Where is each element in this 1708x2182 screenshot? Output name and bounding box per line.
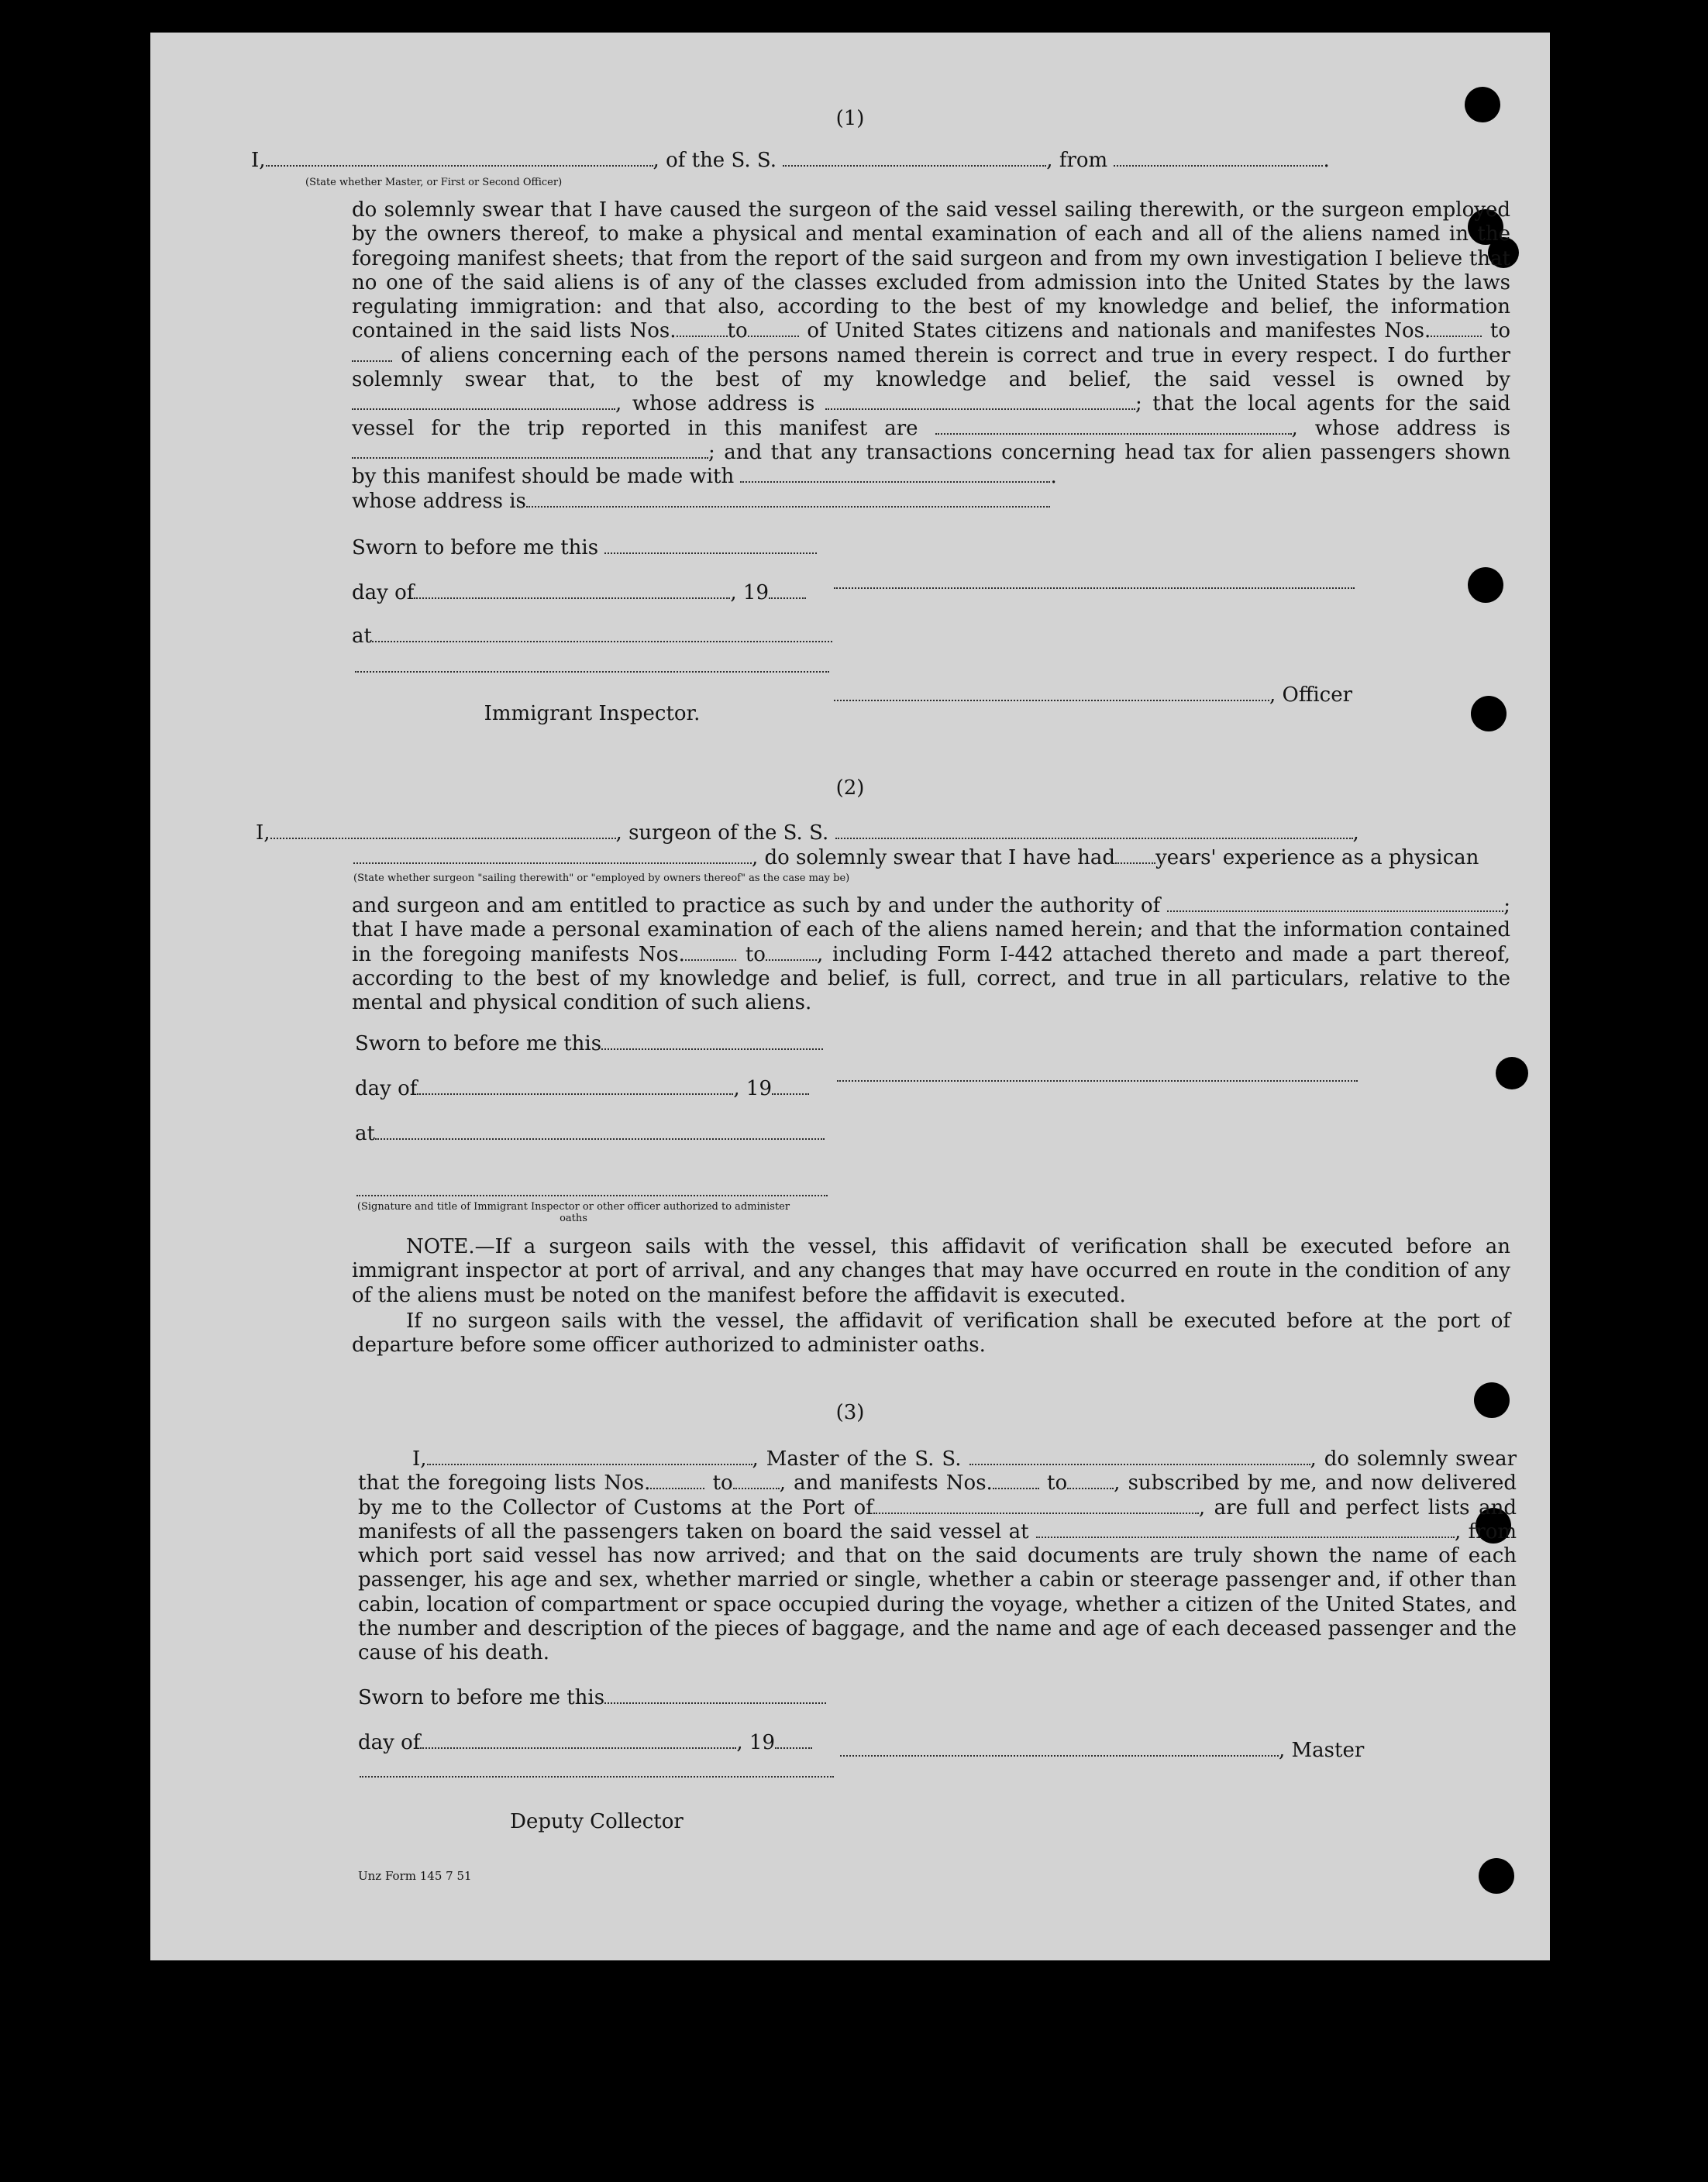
surgeon-manifests-to-field[interactable] — [766, 945, 817, 961]
year-prefix: , 19 — [733, 1077, 772, 1100]
form-number: Unz Form 145 7 51 — [358, 1869, 472, 1883]
oath-text: , do solemnly swear that the foregoing lists Nos. — [358, 1447, 1517, 1495]
oath-text: whose address is — [352, 489, 526, 513]
citizen-lists-to-field[interactable] — [748, 322, 799, 337]
year-prefix: , 19 — [736, 1731, 775, 1754]
local-agents-field[interactable] — [935, 419, 1292, 435]
master-manifests-to-field[interactable] — [1067, 1474, 1114, 1489]
surgeon-vessel-field[interactable] — [835, 824, 1353, 839]
note-text: NOTE.—If a surgeon sails with the vessel, this affidavit of verification shall be executed before an immigrant inspector at port of arrival, and any changes that may have occurred en route in the condition of any of the aliens must be noted on the manifest before the affidavit is executed. — [352, 1235, 1510, 1307]
note-text: If no surgeon sails with the vessel, the affidavit of verification shall be executed before at the port of departure before some officer authorized to administer oaths. — [352, 1310, 1510, 1358]
oath-text: , subscribed by me, and now delivered by me to the Collector of Customs at the Port of — [358, 1471, 1517, 1519]
citizen-lists-from-field[interactable] — [677, 322, 728, 337]
officer-line — [251, 149, 1330, 173]
deputy-signature-line[interactable] — [360, 1776, 834, 1778]
master-oath-paragraph-3 — [358, 1447, 1517, 1666]
punch-hole — [1479, 1858, 1514, 1894]
officer-signature-line-upper[interactable] — [834, 587, 1355, 589]
place-field-2[interactable] — [375, 1124, 825, 1140]
sworn-label: Sworn to before me this — [355, 1032, 602, 1055]
oath-text: to — [727, 319, 748, 343]
surgeon-manifests-from-field[interactable] — [685, 945, 736, 961]
signature-caption — [356, 1201, 790, 1224]
sworn-label: Sworn to before me this — [352, 536, 599, 559]
oath-text: , are full and perfect lists and manifests of all the passengers taken on board the said vessel at — [358, 1495, 1517, 1544]
note-paragraph-1 — [352, 1235, 1510, 1308]
officer-signature-line[interactable] — [834, 686, 1269, 701]
form-page — [150, 33, 1550, 1960]
vessel-label: , of the S. S. — [653, 149, 777, 172]
day-of-line-1 — [352, 581, 806, 605]
embarkation-port-field[interactable] — [1036, 1523, 1455, 1538]
year-field-2[interactable] — [772, 1079, 809, 1095]
surgeon-name-field[interactable] — [270, 824, 616, 839]
oath-text: of aliens concerning each of the persons named therein is correct and true in every respect. I do further solemnly swear that, to the best of my knowledge and belief, the said vessel is owned by — [352, 343, 1510, 392]
day-of-line-3 — [358, 1731, 812, 1755]
surgeon-i-label: I, — [256, 821, 270, 845]
alien-manifests-to-field[interactable] — [352, 346, 392, 362]
owner-address-field[interactable] — [825, 394, 1135, 410]
oath-text: ; and that any transactions concerning head tax for alien passengers shown by this manifest should be made with — [352, 440, 1510, 489]
at-label: at — [355, 1122, 375, 1145]
day-of-label: day of — [358, 1731, 421, 1754]
surgeon-status-field[interactable] — [353, 848, 752, 864]
agents-address-field[interactable] — [352, 443, 708, 459]
surgeon-signature-line[interactable] — [837, 1080, 1358, 1082]
arrival-port-field[interactable] — [873, 1499, 1199, 1514]
year-field-3[interactable] — [775, 1733, 812, 1749]
experience-line — [353, 846, 1479, 870]
officer-line-period: . — [1323, 149, 1330, 172]
officer-rank-caption: (State whether Master, or First or Second Officer) — [305, 177, 563, 188]
day-of-label: day of — [352, 581, 415, 604]
surgeon-status-caption: (State whether surgeon "sailing therewith" or "employed by owners thereof" as the case may be) — [353, 872, 850, 884]
master-vessel-field[interactable] — [969, 1450, 1310, 1465]
alien-manifests-from-field[interactable] — [1431, 322, 1482, 337]
head-tax-address-field[interactable] — [526, 492, 1050, 508]
oath-text: to — [712, 1471, 733, 1495]
oath-text: of United States citizens and nationals and manifestes Nos. — [807, 319, 1431, 343]
master-manifests-from-field[interactable] — [993, 1474, 1039, 1489]
month-field-3[interactable] — [420, 1733, 736, 1749]
years-experience-field[interactable] — [1115, 848, 1155, 864]
section-2-heading: (2) — [835, 776, 865, 800]
sworn-line-1 — [352, 536, 817, 560]
sworn-date-field-1[interactable] — [604, 539, 817, 554]
surgeon-vessel-label: , surgeon of the S. S. — [615, 821, 829, 845]
officer-rank-field[interactable] — [266, 151, 653, 167]
note-paragraph-2 — [352, 1310, 1510, 1358]
officer-i-label: I, — [251, 149, 266, 172]
surgeon-line — [256, 821, 1359, 845]
surgeon-line-comma: , — [1352, 821, 1359, 845]
section-1-heading: (1) — [835, 107, 865, 130]
oath-text: , Master of the S. S. — [752, 1447, 962, 1471]
at-line-2 — [355, 1122, 825, 1146]
month-field-2[interactable] — [417, 1079, 733, 1095]
month-field-1[interactable] — [414, 583, 730, 599]
master-lists-from-field[interactable] — [650, 1474, 704, 1489]
oath-text: do solemnly swear that I have caused the surgeon of the said vessel sailing therewith, or the surgeon employed by the owners thereof, to make a physical and mental examination of each and all of the aliens named in the foregoing manifest sheets; that from the report of the said surgeon and from my own investigation I believe that no one of the said aliens is of any of the classes excluded from admission into the United States by the laws regulating immigration: and that also, according to the best of my knowledge and belief, the information contained in the said lists Nos. — [352, 198, 1510, 343]
physician-label: years' experience as a physican — [1155, 846, 1479, 869]
surgeon-oath-paragraph — [352, 894, 1510, 1015]
oath-text: , and manifests Nos. — [779, 1471, 993, 1495]
section-3-heading: (3) — [835, 1401, 865, 1424]
oath-text: , from which port said vessel has now arrived; and that on the said documents are truly shown the name of each passenger, his age and sex, whether married or single, whether a cabin or steerage passenger and, if other than cabin, location of compartment or space occupied during the voyage, whether a citizen of the United States, and the number and description of the pieces of baggage, and the name and age of each deceased passenger and the cause of his death. — [358, 1519, 1517, 1665]
oath-text: , whose address is — [1291, 416, 1511, 440]
master-lists-to-field[interactable] — [733, 1474, 780, 1489]
oath-text: I, — [412, 1447, 427, 1471]
officer-title: , Officer — [1269, 683, 1353, 707]
oath-text: and surgeon and am entitled to practice as such by and under the authority of — [352, 894, 1161, 917]
sworn-label: Sworn to before me this — [358, 1686, 605, 1709]
master-signature-line[interactable] — [840, 1741, 1279, 1757]
sworn-date-field-3[interactable] — [604, 1688, 826, 1704]
signature-caption-text: (Signature and title of Immigrant Inspector or other officer authorized to administer oaths — [356, 1201, 790, 1224]
from-label: , from — [1046, 149, 1108, 172]
sworn-line-2 — [355, 1032, 823, 1056]
year-field-1[interactable] — [769, 583, 806, 599]
master-name-field[interactable] — [427, 1450, 752, 1465]
place-field-1[interactable] — [372, 627, 832, 642]
inspector-title: Immigrant Inspector. — [484, 702, 701, 725]
head-tax-agent-field[interactable] — [740, 467, 1050, 483]
oath-text: ; that I have made a personal examination of each of the aliens named herein; and that the information contained in the foregoing manifests Nos. — [352, 894, 1510, 966]
vessel-name-field[interactable] — [783, 151, 1046, 167]
sworn-date-field-2[interactable] — [601, 1034, 823, 1050]
year-prefix: , 19 — [730, 581, 769, 604]
oath-text: to — [1489, 319, 1511, 343]
master-title: , Master — [1279, 1739, 1365, 1762]
oath-text: . — [1050, 465, 1057, 489]
sworn-line-3 — [358, 1686, 826, 1710]
day-of-line-2 — [355, 1077, 809, 1101]
inspector-signature-line[interactable] — [355, 671, 829, 673]
master-signature-row — [840, 1739, 1364, 1763]
oath-text: , including Form I-442 attached thereto and made a part thereof, according to the best of my knowledge and belief, is full, correct, and true in all particulars, relative to the mental and physical condition of such aliens. — [352, 942, 1511, 1015]
deputy-title: Deputy Collector — [510, 1810, 684, 1833]
license-authority-field[interactable] — [1167, 897, 1503, 912]
punch-hole — [1468, 567, 1503, 603]
oath-text: , whose address is — [615, 392, 815, 416]
departure-port-field[interactable] — [1114, 151, 1323, 167]
oath-text: ; that the local agents for the said vessel for the trip reported in this manifest are — [352, 392, 1511, 440]
day-of-label: day of — [355, 1077, 418, 1100]
punch-hole — [1482, 1987, 1517, 2022]
oath-text: to — [745, 942, 766, 966]
vessel-owner-field[interactable] — [352, 394, 615, 410]
officer-signature-row — [834, 683, 1352, 707]
punch-hole — [1496, 1057, 1528, 1089]
oath-text: to — [1047, 1471, 1068, 1495]
at-line-1 — [352, 625, 832, 649]
surgeon-inspector-signature-line[interactable] — [356, 1195, 828, 1196]
master-oath-paragraph — [352, 198, 1510, 514]
punch-hole — [1471, 696, 1507, 731]
experience-label: , do solemnly swear that I have had — [752, 846, 1116, 869]
at-label: at — [352, 625, 372, 648]
